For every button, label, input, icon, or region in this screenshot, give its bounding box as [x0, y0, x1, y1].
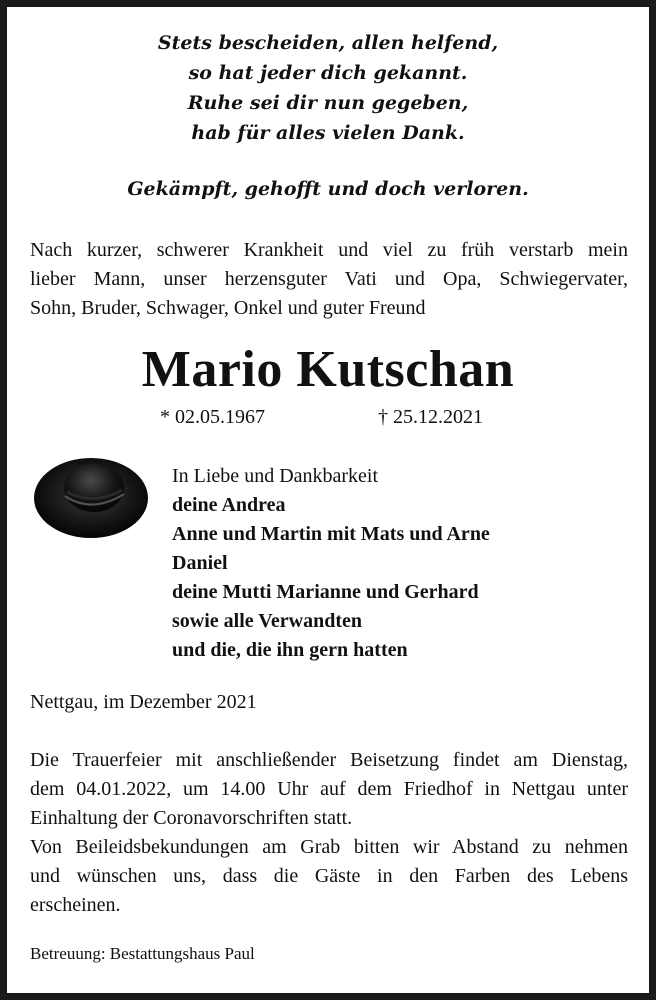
birth-date: * 02.05.1967	[160, 406, 265, 428]
intro-text	[30, 236, 628, 323]
funeral-home: Betreuung: Bestattungshaus Paul	[30, 944, 255, 963]
family-intro: In Liebe und Dankbarkeit	[172, 465, 379, 487]
poem-motto: Gekämpft, gehofft und doch verloren.	[127, 178, 529, 200]
intro-line: Sohn, Bruder, Schwager, Onkel und guter Freund	[30, 297, 426, 319]
family-member: Anne und Martin mit Mats und Arne	[172, 523, 490, 545]
intro-line: lieber Mann, unser herzensguter Vati und Opa, Schwiegervater,	[30, 268, 628, 290]
ceremony-line: Von Beileidsbekundungen am Grab bitten wir Abstand zu nehmen	[30, 836, 628, 858]
family-member: deine Mutti Marianne und Gerhard	[172, 581, 479, 603]
ceremony-line: Die Trauerfeier mit anschließender Beisetzung findet am Dienstag,	[30, 749, 628, 771]
poem-line-4: hab für alles vielen Dank.	[191, 122, 465, 144]
poem-line-2: so hat jeder dich gekannt.	[188, 62, 468, 84]
family-member: deine Andrea	[172, 494, 286, 516]
intro-line: Nach kurzer, schwerer Krankheit und viel zu früh verstarb mein	[30, 239, 628, 261]
family-list	[172, 462, 490, 665]
ceremony-line: dem 04.01.2022, um 14.00 Uhr auf dem Friedhof in Nettgau unter	[30, 778, 628, 800]
death-date: † 25.12.2021	[378, 406, 483, 428]
family-member: und die, die ihn gern hatten	[172, 639, 408, 661]
ceremony-text	[30, 746, 628, 920]
ceremony-line: und wünschen uns, dass die Gäste in den Farben des Lebens	[30, 865, 628, 887]
deceased-name: Mario Kutschan	[141, 341, 515, 398]
place-date: Nettgau, im Dezember 2021	[30, 691, 257, 713]
poem-line-3: Ruhe sei dir nun gegeben,	[187, 92, 469, 114]
ceremony-line: Einhaltung der Coronavorschriften statt.	[30, 807, 353, 829]
family-member: Daniel	[172, 552, 228, 574]
poem-line-1: Stets bescheiden, allen helfend,	[157, 32, 499, 54]
ceremony-line: erscheinen.	[30, 894, 121, 916]
family-member: sowie alle Verwandten	[172, 610, 362, 632]
black-hat-icon	[32, 448, 150, 544]
